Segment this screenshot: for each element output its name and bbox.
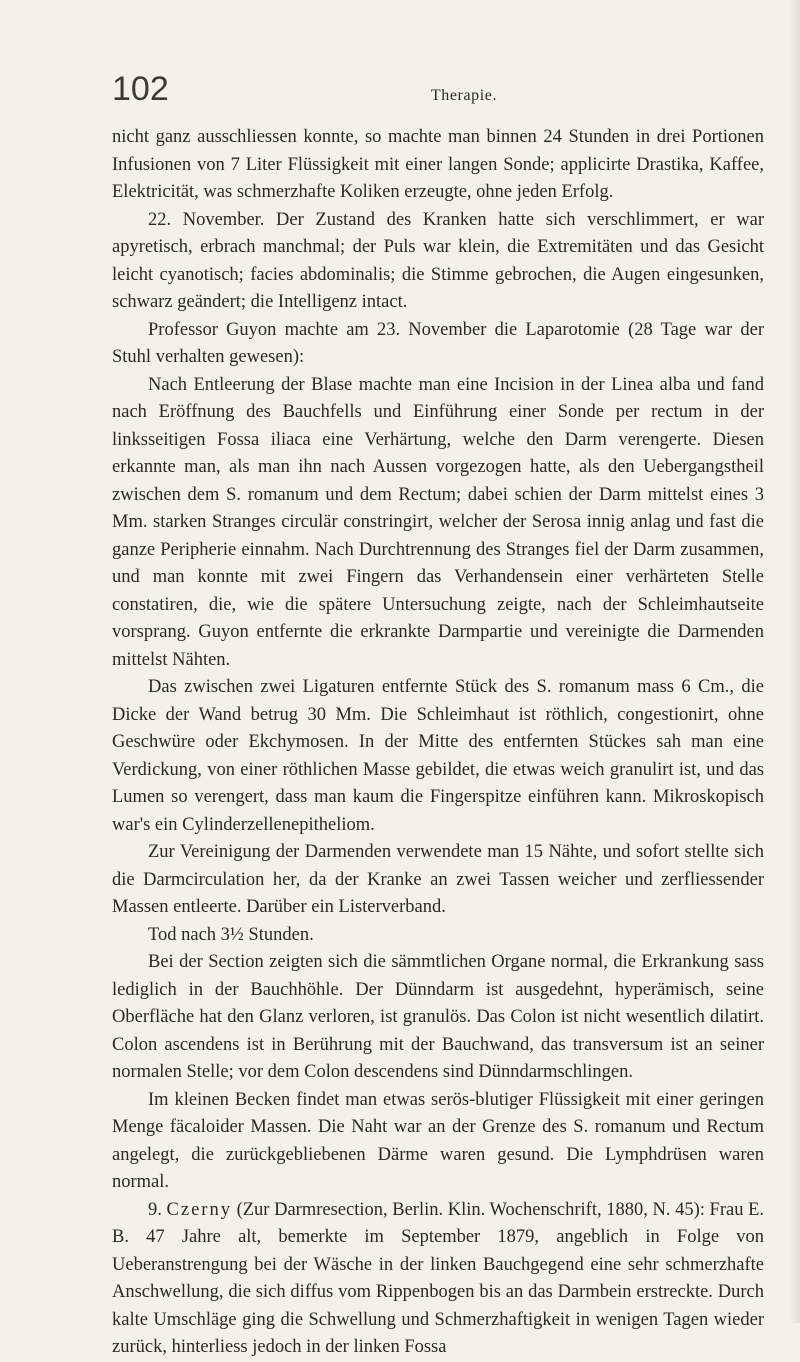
paragraph-death: Tod nach 3½ Stunden.	[148, 924, 314, 945]
case-author: Czerny	[166, 1199, 232, 1220]
case-text: (Zur Darmresection, Berlin. Klin. Wochenschrift, 1880, N. 45): Frau E. B. 47 Jahre alt, bemerkte im September 1879, angeblich in Folge von Ueberanstrengung bei der Wäsche in der linken Bauchgegend eine sehr schmerzhafte Anschwellung, die sich diffus vom Rippenbogen bis an das Darmbein erstreckte. Durch kalte Umschläge ging die Schwellung und Schmerzhaftigkeit in wenigen Tagen wieder zurück, hinterliess jedoch in der linken Fossa	[112, 1199, 765, 1357]
paragraph-specimen: Das zwischen zwei Ligaturen entfernte Stück des S. romanum mass 6 Cm., die Dicke der Wand betrug 30 Mm. Die Schleimhaut ist röthlich, congestionirt, ohne Geschwüre oder Ekchymosen. In der Mitte des entfernten Stückes sah man eine Verdickung, von einer röthlichen Masse gebildet, die etwas weich granulirt ist, und das Lumen so verengert, dass man kaum die Fingerspitze einführen kann. Mikroskopisch war's ein Cylinderzellenepitheliom.	[112, 677, 764, 835]
body-text	[112, 124, 764, 1362]
page-number: 102	[112, 70, 169, 108]
case-number: 9.	[148, 1199, 162, 1220]
paragraph-sutures: Zur Vereinigung der Darmenden verwendete man 15 Nähte, und sofort stellte sich die Darmcirculation her, da der Kranke an zwei Tassen weicher und zerfliessender Massen entleerte. Darüber ein Listerverband.	[112, 842, 764, 917]
running-head: Therapie.	[430, 87, 498, 104]
paragraph-incision: Nach Entleerung der Blase machte man eine Incision in der Linea alba und fand nach Eröffnung des Bauchfells und Einführung einer Sonde per rectum in der linksseitigen Fossa iliaca eine Verhärtung, welche den Darm verengerte. Diesen erkannte man, als man ihn nach Aussen vorgezogen hatte, als den Uebergangstheil zwischen dem S. romanum und dem Rectum; dabei schien der Darm mittelst eines 3 Mm. starken Stranges circulär constringirt, welcher der Serosa innig anlag und fast die ganze Peripherie einnahm. Nach Durchtrennung des Stranges fiel der Darm zusammen, und man konnte mit zwei Fingern das Verhandensein einer verhärteten Stelle constatiren, die, wie die spätere Untersuchung zeigte, nach der Schleimhautseite vorsprang. Guyon entfernte die erkrankte Darmpartie und vereinigte die Darmenden mittelst Nähten.	[112, 374, 764, 670]
paragraph-section: Bei der Section zeigten sich die sämmtlichen Organe normal, die Erkrankung sass lediglich in der Bauchhöhle. Der Dünndarm ist ausgedehnt, hyperämisch, seine Oberfläche hat den Glanz verloren, ist granulös. Das Colon ist nicht wesentlich dilatirt. Colon ascendens ist in Berührung mit der Bauchwand, das transversum ist an seiner normalen Stelle; vor dem Colon descendens sind Dünndarmschlingen.	[112, 952, 764, 1082]
page-edge-shadow	[790, 0, 800, 1323]
paragraph-laparotomy: Professor Guyon machte am 23. November die Laparotomie (28 Tage war der Stuhl verhalten gewesen):	[112, 319, 764, 367]
page-header	[112, 72, 764, 112]
paragraph-november-22: 22. November. Der Zustand des Kranken hatte sich verschlimmert, er war apyretisch, erbrach manchmal; der Puls war klein, die Extremitäten und das Gesicht leicht cyanotisch; facies abdominalis; die Stimme gebrochen, die Augen eingesunken, schwarz geändert; die Intelligenz intact.	[112, 209, 764, 312]
paragraph-pelvis: Im kleinen Becken findet man etwas serös-blutiger Flüssigkeit mit einer geringen Menge fäcaloider Massen. Die Naht war an der Grenze des S. romanum und Rectum angelegt, die zurückgebliebenen Därme waren gesund. Die Lymphdrüsen waren normal.	[112, 1089, 764, 1192]
paragraph-continuation: nicht ganz ausschliessen konnte, so machte man binnen 24 Stunden in drei Portionen Infusionen von 7 Liter Flüssigkeit mit einer langen Sonde; applicirte Drastika, Kaffee, Elektricität, was schmerzhafte Koliken erzeugte, ohne jeden Erfolg.	[112, 127, 764, 202]
paragraph-case-9	[112, 1197, 764, 1362]
